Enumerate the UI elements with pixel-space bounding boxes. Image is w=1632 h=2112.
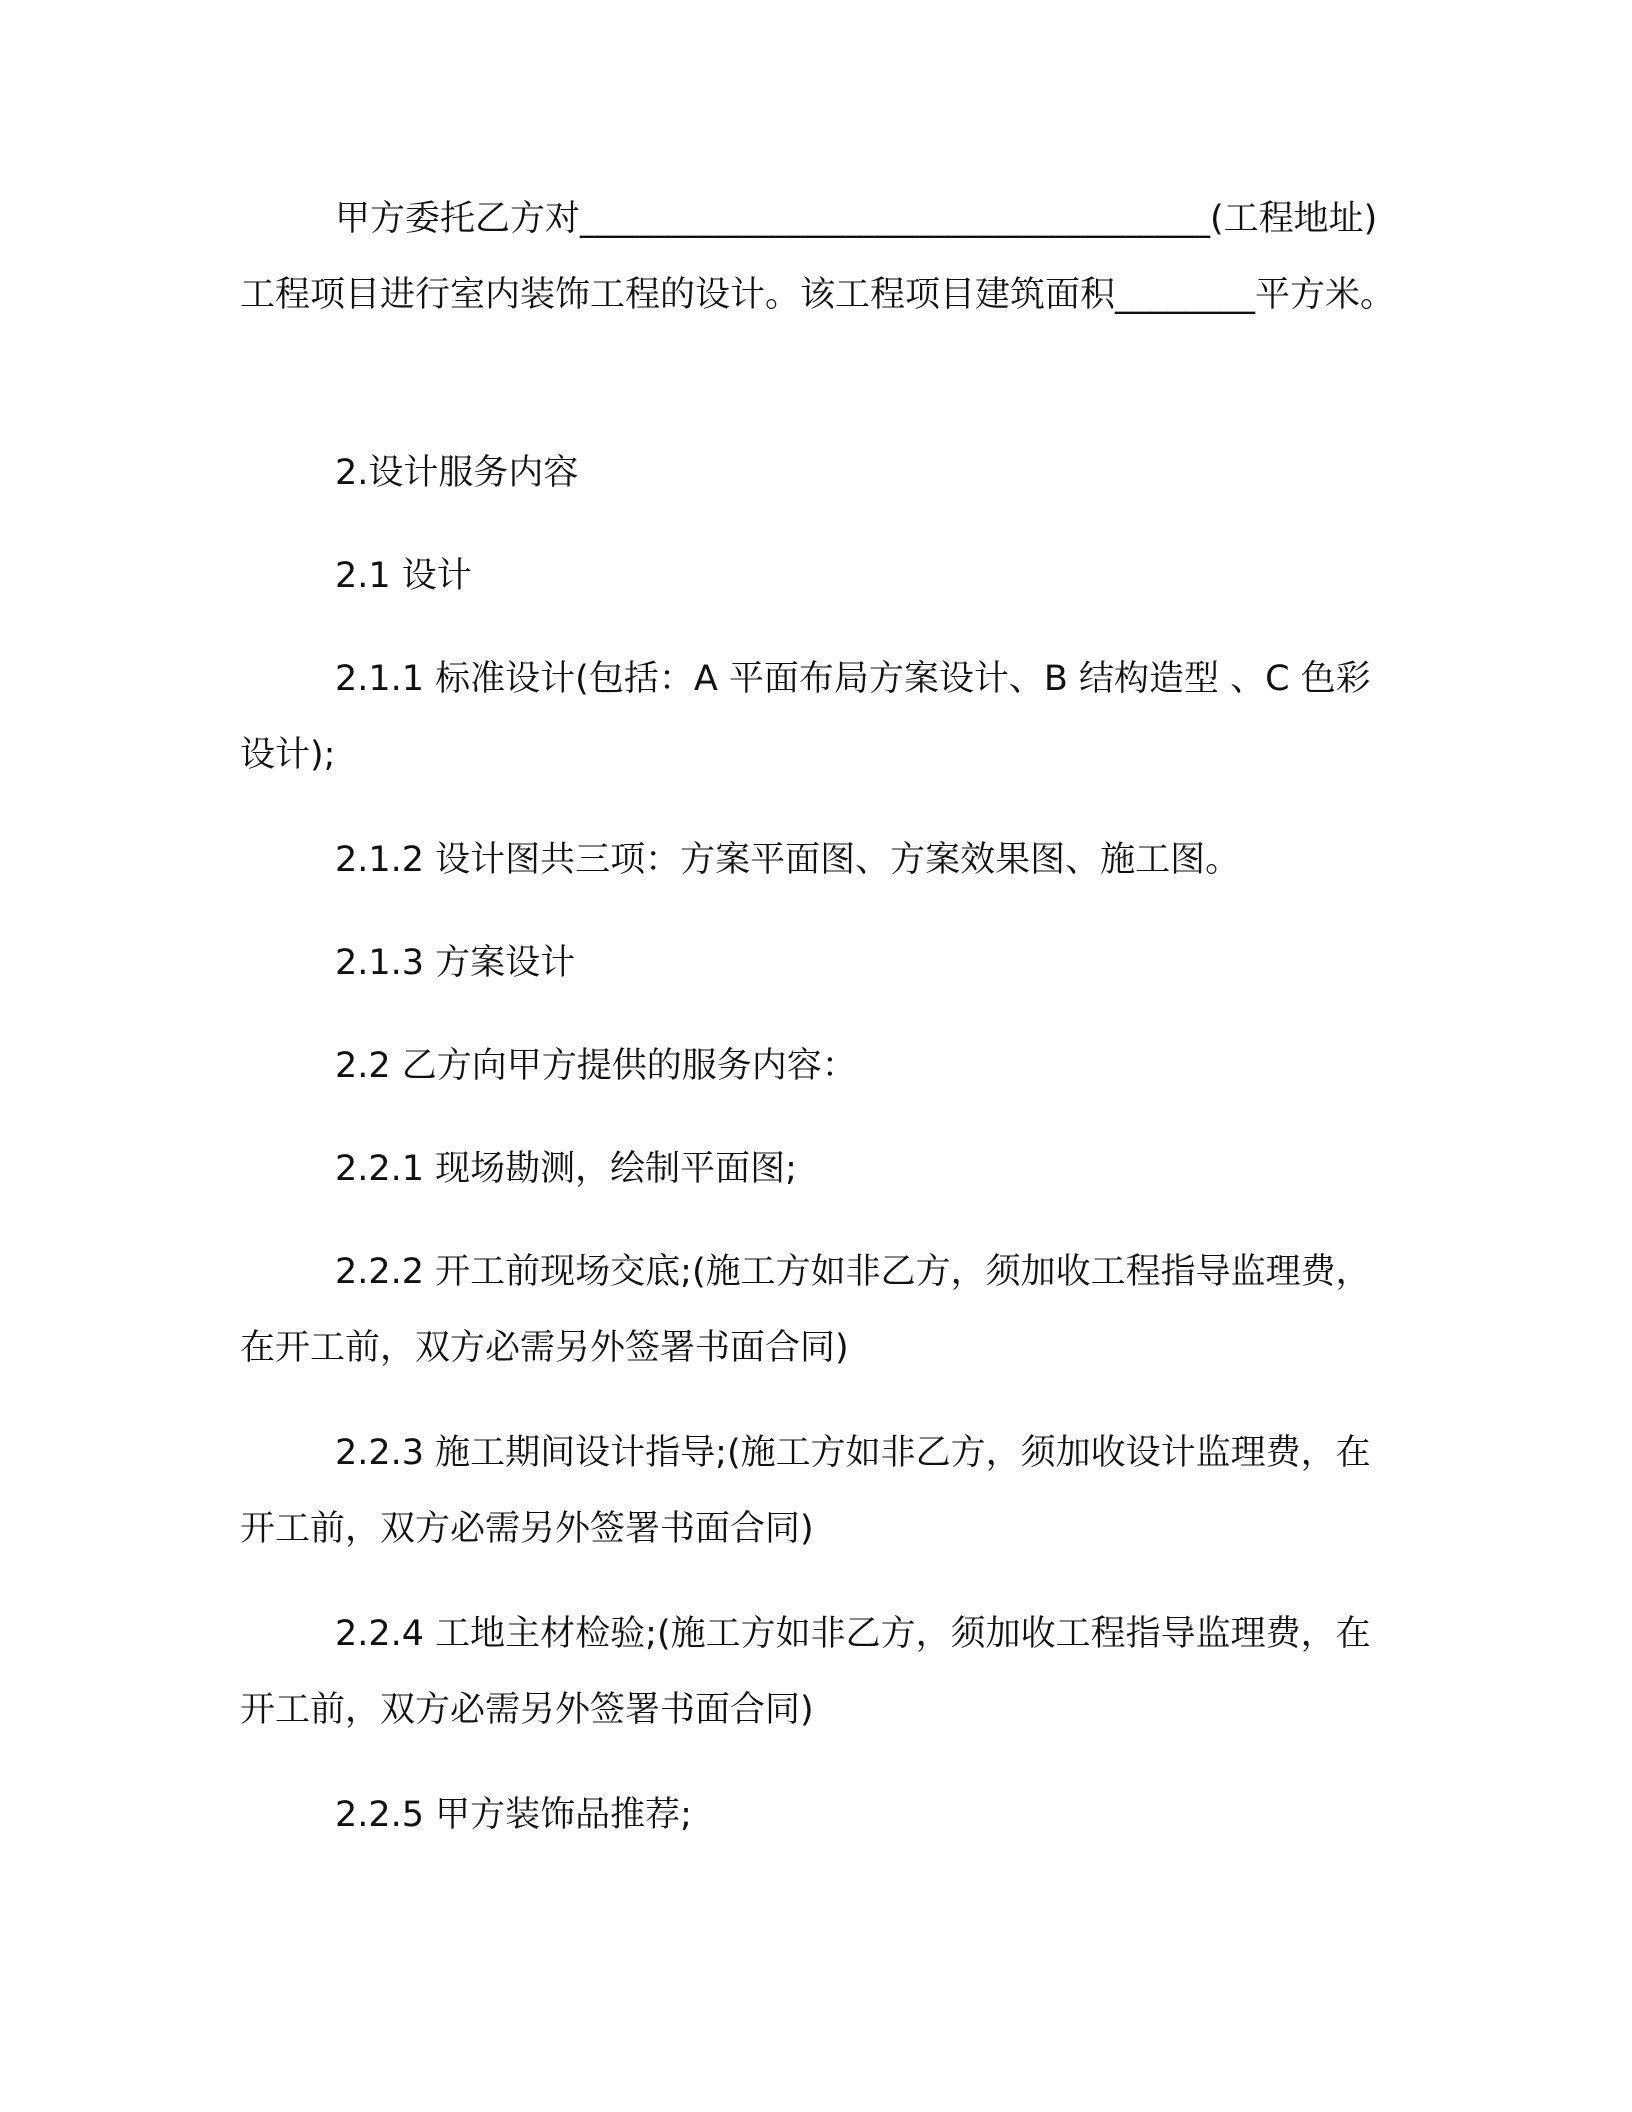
item-material-inspection: 2.2.4 工地主材检验;(施工方如非乙方，须加收工程指导监理费，在开工前，双方必需另外签署书面合同) [240, 1614, 1371, 1730]
item-scheme-design: 2.1.3 方案设计 [335, 943, 576, 983]
item-pre-construction-briefing: 2.2.2 开工前现场交底;(施工方如非乙方，须加收工程指导监理费，在开工前，双方必需另外签署书面合同) [240, 1252, 1371, 1368]
paragraph-project-commission: 甲方委托乙方对____________________________________(工程地址)工程项目进行室内装饰工程的设计。该工程项目建筑面积________平方米。 [240, 199, 1396, 315]
item-site-survey: 2.2.1 现场勘测，绘制平面图; [335, 1149, 797, 1189]
item-design-drawings: 2.1.2 设计图共三项：方案平面图、方案效果图、施工图。 [335, 840, 1241, 880]
heading-design: 2.1 设计 [335, 556, 472, 596]
heading-design-services: 2.设计服务内容 [335, 453, 579, 493]
item-construction-guidance: 2.2.3 施工期间设计指导;(施工方如非乙方，须加收设计监理费，在开工前，双方必需另外签署书面合同) [240, 1433, 1371, 1549]
heading-services-provided: 2.2 乙方向甲方提供的服务内容： [335, 1046, 857, 1086]
item-standard-design: 2.1.1 标准设计(包括：A 平面布局方案设计、B 结构造型 、C 色彩设计); [240, 659, 1371, 775]
item-decoration-recommendation: 2.2.5 甲方装饰品推荐; [335, 1795, 692, 1835]
